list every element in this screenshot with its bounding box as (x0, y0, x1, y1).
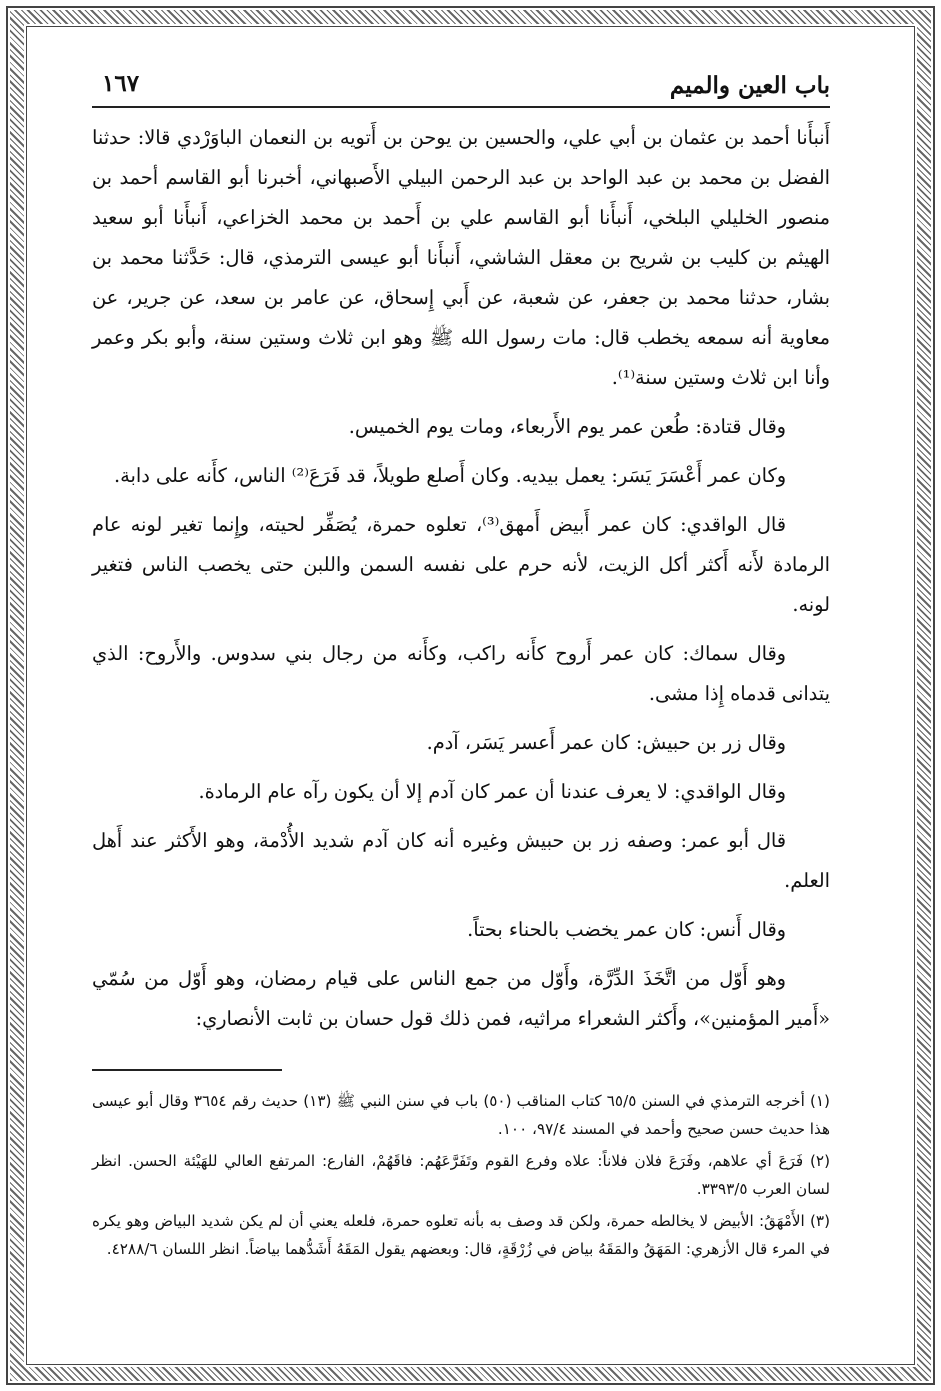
footnotes (92, 1087, 830, 1263)
paragraph-waqidi-2: وقال الواقدي: لا يعرف عندنا أن عمر كان آدم إلا أن يكون رآه عام الرمادة. (198, 780, 786, 803)
main-text (92, 118, 830, 1039)
paragraph-waqidi: قال الواقدي: كان عمر أَبيض أَمهق⁽³⁾، تعلوه حمرة، يُصَفِّر لحيته، وإِنما تغير لونه عام الرمادة لأَنه أَكثر أكل الزيت، لأنه حرم على نفسه السمن واللبن حتى يخصب الناس فتغير لونه. (92, 513, 830, 616)
footnote-3: (٣) الأَمْهَقُ: الأبيض لا يخالطه حمرة، ولكن قد وصف به بأنه تعلوه حمرة، فلعله يعني أن لم يكن شديد البياض وهو يكره في المرء قال الأزهري: المَهَقُ والمَقَهُ بياض في زُرْقَةٍ، قال: وبعضهم يقول المَقَهُ أَشَدُّهما بياضاً. انظر اللسان ٤٢٨٨/٦. (92, 1212, 830, 1258)
running-title: باب العين والميم (669, 72, 830, 99)
page-number: ١٦٧ (102, 70, 140, 97)
book-page (92, 60, 830, 1340)
footnote-1: (١) أخرجه الترمذي في السنن ٦٥/٥ كتاب المناقب (٥٠) باب في سنن النبي ﷺ (١٣) حديث رقم ٣٦٥٤ وقال أبو عيسى هذا حديث حسن صحيح وأحمد في المسند ٩٧/٤، ١٠٠. (92, 1092, 830, 1138)
paragraph-qatada: وقال قتادة: طُعن عمر يوم الأَربعاء، ومات يوم الخميس. (348, 415, 786, 438)
paragraph-firsts: وهو أَوّل من اتَّخَذَ الدِّرَّة، وأَوّل من جمع الناس على قيام رمضان، وهو أَوّل من سُمّي «أَمير المؤمنين»، وأَكثر الشعراء مراثيه، فمن ذلك قول حسان بن ثابت الأنصاري: (92, 967, 830, 1030)
page-header (92, 60, 830, 108)
footnote-rule (92, 1069, 282, 1071)
paragraph-simak: وقال سماك: كان عمر أَروح كأَنه راكب، وكأَنه من رجال بني سدوس. والأَروح: الذي يتدانى قدماه إِذا مشى. (92, 642, 830, 705)
paragraph-abu-umar: قال أبو عمر: وصفه زر بن حبيش وغيره أنه كان آدم شديد الأُدْمة، وهو الأَكثر عند أَهل العلم. (92, 829, 830, 892)
footnote-2: (٢) فَرَعَ أي علاهم، وفَرَعَ فلان فلاناً: علاه وفرع القوم وتَفَرَّعَهُم: فاقَهُمْ، الفارع: المرتفع العالي للهَيْئة الحسن. انظر لسان العرب ٣٣٩٣/٥. (92, 1152, 830, 1198)
paragraph-anas: وقال أَنس: كان عمر يخضب بالحناء بحتاً. (467, 918, 786, 941)
paragraph-zirr: وقال زر بن حبيش: كان عمر أَعسر يَسَر، آدم. (426, 731, 786, 754)
footnote-separator (92, 1069, 830, 1071)
paragraph-description: وكان عمر أَعْسَرَ يَسَر: يعمل بيديه. وكان أَصلع طويلاً، قد فَرَعَ⁽²⁾ الناس، كأَنه على دابة. (114, 464, 786, 487)
paragraph-isnad: أَنبأَنا أحمد بن عثمان بن أبي علي، والحسين بن يوحن بن أَتويه بن النعمان الباوَرْدي قالا: حدثنا الفضل بن محمد بن عبد الواحد بن عبد الرحمن البيلي الأَصبهاني، أخبرنا أبو القاسم أحمد بن منصور الخليلي البلخي، أَنبأَنا أبو القاسم علي بن أَحمد بن محمد الخزاعي، أَنبأَنا أبو سعيد الهيثم بن كليب بن شريح بن معقل الشاشي، أَنبأَنا أبو عيسى الترمذي، قال: حَدَّثنا محمد بن بشار، حدثنا محمد بن جعفر، عن شعبة، عن أَبي إِسحاق، عن عامر بن سعد، عن جرير، عن معاوية أنه سمعه يخطب قال: مات رسول الله ﷺ وهو ابن ثلاث وستين سنة، وأبو بكر وعمر وأنا ابن ثلاث وستين سنة⁽¹⁾. (92, 126, 830, 389)
